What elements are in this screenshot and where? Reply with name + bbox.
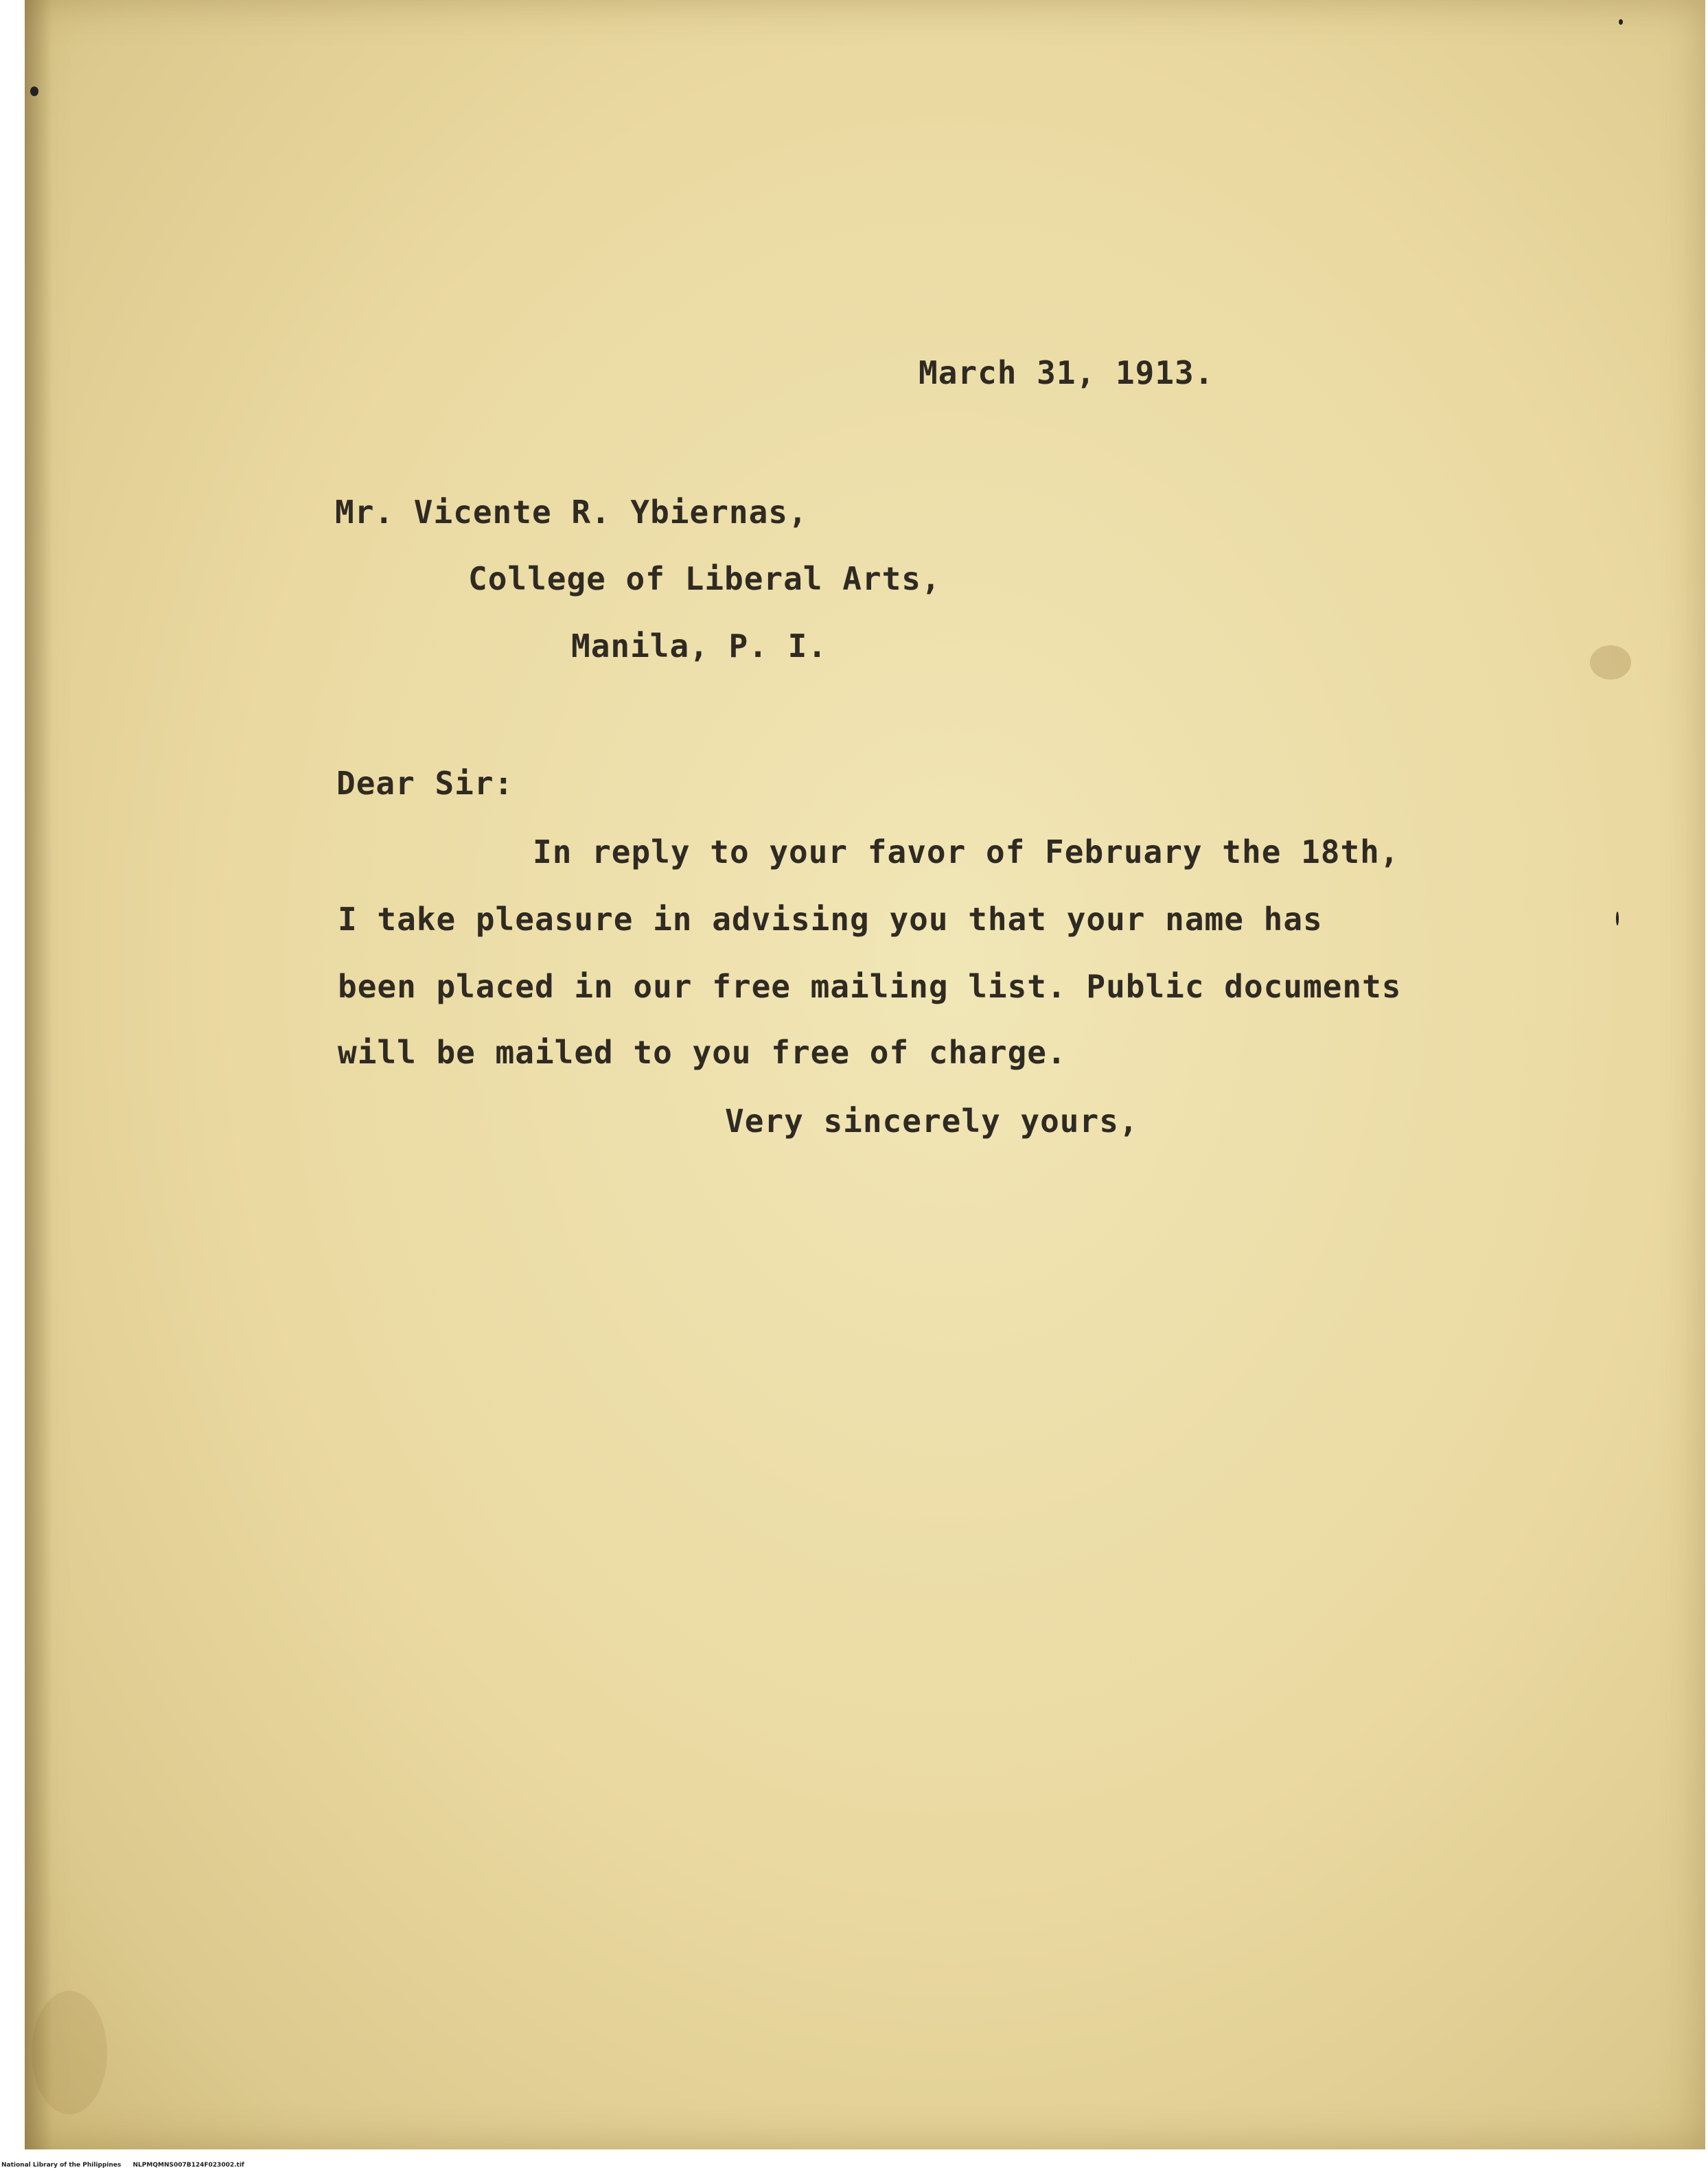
closing: Very sincerely yours, <box>725 1103 1139 1140</box>
body-line-4: will be mailed to you free of charge. <box>338 1034 1067 1071</box>
body-line-2: I take pleasure in advising you that your name has <box>338 901 1323 938</box>
body-line-1: In reply to your favor of February the 18th, <box>533 833 1400 870</box>
ink-dot <box>1619 19 1623 25</box>
recipient-organization: College of Liberal Arts, <box>468 560 941 597</box>
ink-dot <box>1616 912 1619 925</box>
page-edge-shadow <box>25 0 52 2149</box>
ink-dot <box>30 86 38 96</box>
body-line-3: been placed in our free mailing list. Public documents <box>338 968 1402 1005</box>
paper-stain <box>1590 645 1631 680</box>
letter-page <box>25 0 1705 2149</box>
recipient-name: Mr. Vicente R. Ybiernas, <box>335 494 808 531</box>
salutation: Dear Sir: <box>336 765 514 802</box>
file-name: NLPMQMNS007B124F023002.tif <box>132 2162 244 2169</box>
letter-date: March 31, 1913. <box>919 354 1214 391</box>
archive-name: National Library of the Philippines <box>1 2162 122 2169</box>
paper-stain <box>32 1991 107 2114</box>
recipient-city: Manila, P. I. <box>571 627 828 665</box>
archive-caption <box>1 2162 244 2169</box>
